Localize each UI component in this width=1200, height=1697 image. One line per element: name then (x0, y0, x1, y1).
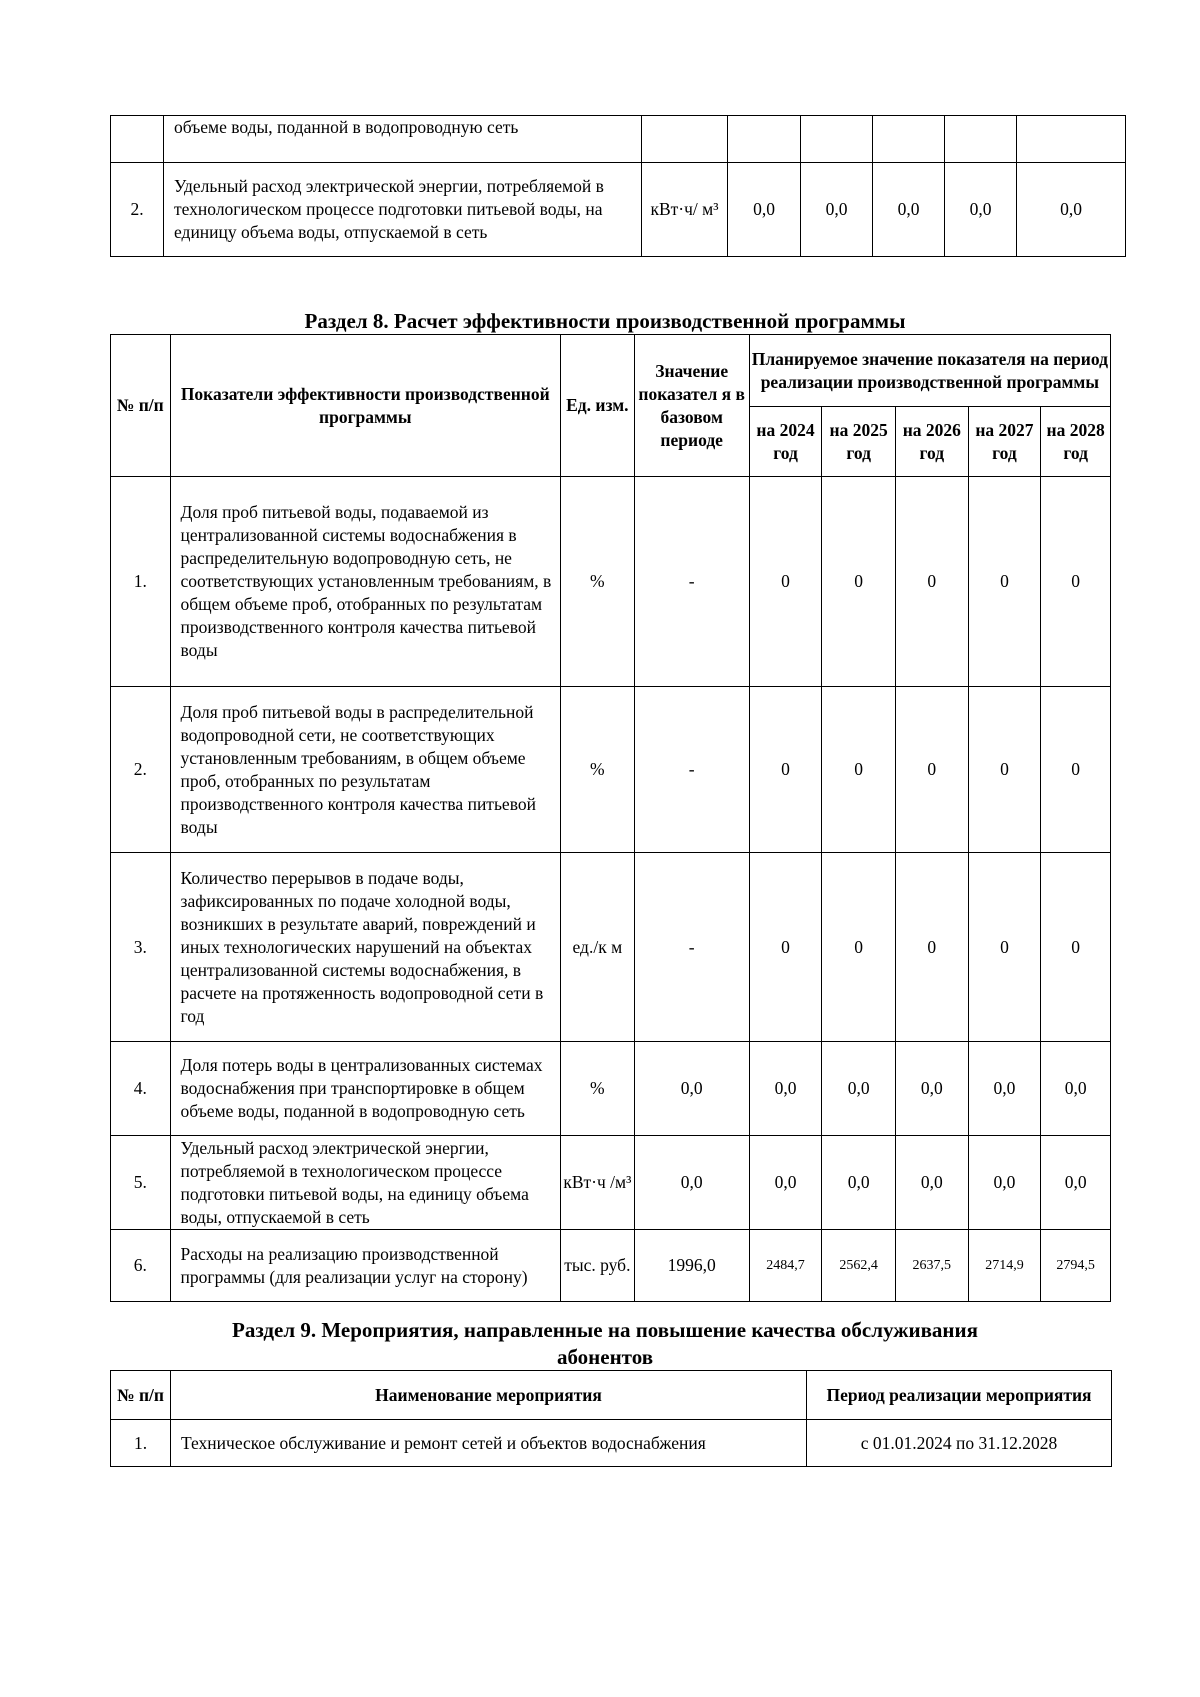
col-header-year: на 2026 год (895, 407, 968, 477)
col-header-year: на 2028 год (1041, 407, 1111, 477)
base-value-cell: 0,0 (634, 1136, 749, 1230)
col-header-year: на 2025 год (822, 407, 896, 477)
row-number (111, 116, 164, 163)
value-cell: 0 (749, 687, 822, 853)
value-cell: 0 (895, 477, 968, 687)
indicator-name: объеме воды, поданной в водопроводную сеть (164, 116, 642, 163)
value-cell (1017, 116, 1126, 163)
value-cell: 0 (968, 687, 1041, 853)
col-header-year: на 2027 год (968, 407, 1041, 477)
value-cell: 2794,5 (1041, 1230, 1111, 1302)
value-cell: 0,0 (968, 1042, 1041, 1136)
base-value-cell: 1996,0 (634, 1230, 749, 1302)
col-header-name: Наименование мероприятия (171, 1371, 807, 1420)
value-cell: 0,0 (873, 163, 945, 257)
value-cell: 0,0 (895, 1042, 968, 1136)
value-cell: 2562,4 (822, 1230, 896, 1302)
section9-title (110, 1317, 1100, 1371)
period-cell: с 01.01.2024 по 31.12.2028 (807, 1420, 1112, 1467)
row-number: 5. (111, 1136, 171, 1230)
unit-cell: % (561, 477, 635, 687)
col-header-period: Период реализации мероприятия (807, 1371, 1112, 1420)
value-cell: 0 (822, 477, 896, 687)
value-cell: 0,0 (728, 163, 801, 257)
value-cell (801, 116, 873, 163)
top-continuation-table (110, 115, 1126, 257)
base-value-cell: - (634, 477, 749, 687)
indicator-name: Удельный расход электрической энергии, потребляемой в технологическом процессе подготовки питьевой воды, на единицу объема воды, отпускаемой в сеть (164, 163, 642, 257)
value-cell: 0 (749, 477, 822, 687)
indicator-name: Доля потерь воды в централизованных системах водоснабжения при транспортировке в общем объеме воды, поданной в водопроводную сеть (170, 1042, 560, 1136)
value-cell (873, 116, 945, 163)
value-cell: 0,0 (1041, 1136, 1111, 1230)
value-cell: 0 (1041, 853, 1111, 1042)
value-cell: 0 (895, 687, 968, 853)
col-header-number: № п/п (111, 1371, 171, 1420)
col-header-base: Значение показател я в базовом периоде (634, 335, 749, 477)
table-row (111, 687, 1111, 853)
value-cell: 2484,7 (749, 1230, 822, 1302)
row-number: 6. (111, 1230, 171, 1302)
value-cell: 2714,9 (968, 1230, 1041, 1302)
row-number: 2. (111, 163, 164, 257)
section8-table (110, 334, 1111, 1302)
col-header-number: № п/п (111, 335, 171, 477)
indicator-name: Удельный расход электрической энергии, потребляемой в технологическом процессе подготовки питьевой воды, на единицу объема воды, отпускаемой в сеть (170, 1136, 560, 1230)
row-number: 2. (111, 687, 171, 853)
indicator-name: Расходы на реализацию производственной программы (для реализации услуг на сторону) (170, 1230, 560, 1302)
base-value-cell: 0,0 (634, 1042, 749, 1136)
table-row (111, 163, 1126, 257)
row-number: 3. (111, 853, 171, 1042)
value-cell: 2637,5 (895, 1230, 968, 1302)
section9-table (110, 1370, 1112, 1467)
value-cell (945, 116, 1017, 163)
table-row (111, 477, 1111, 687)
indicator-name: Количество перерывов в подаче воды, зафиксированных по подаче холодной воды, возникших в результате аварий, повреждений и иных технологических нарушений на объектах централизованной системы водоснабжения, в расчете на протяженность водопроводной сети в год (170, 853, 560, 1042)
col-header-planned: Планируемое значение показателя на период реализации производственной программы (749, 335, 1110, 407)
base-value-cell: - (634, 687, 749, 853)
indicator-name: Доля проб питьевой воды в распределительной водопроводной сети, не соответствующих установленным требованиям, в общем объеме проб, отобранных по результатам производственного контроля качества питьевой воды (170, 687, 560, 853)
section9-title-line2: абонентов (556, 1345, 654, 1369)
unit-cell: тыс. руб. (561, 1230, 635, 1302)
table-row (111, 1042, 1111, 1136)
value-cell: 0,0 (895, 1136, 968, 1230)
value-cell: 0 (1041, 687, 1111, 853)
value-cell: 0,0 (749, 1042, 822, 1136)
value-cell: 0 (749, 853, 822, 1042)
value-cell: 0 (895, 853, 968, 1042)
unit-cell: ед./к м (561, 853, 635, 1042)
value-cell: 0,0 (749, 1136, 822, 1230)
table-row (111, 1230, 1111, 1302)
value-cell: 0 (822, 687, 896, 853)
value-cell: 0,0 (1017, 163, 1126, 257)
col-header-year: на 2024 год (749, 407, 822, 477)
section9-title-line1: Раздел 9. Мероприятия, направленные на повышение качества обслуживания (232, 1318, 978, 1342)
value-cell: 0 (822, 853, 896, 1042)
unit-cell: % (561, 1042, 635, 1136)
table-row (111, 1136, 1111, 1230)
value-cell: 0,0 (1041, 1042, 1111, 1136)
value-cell: 0 (1041, 477, 1111, 687)
value-cell: 0,0 (822, 1042, 896, 1136)
row-number: 1. (111, 1420, 171, 1467)
col-header-unit: Ед. изм. (561, 335, 635, 477)
unit-cell: кВт·ч/ м³ (642, 163, 728, 257)
row-number: 1. (111, 477, 171, 687)
value-cell (728, 116, 801, 163)
value-cell: 0,0 (968, 1136, 1041, 1230)
base-value-cell: - (634, 853, 749, 1042)
unit-cell: кВт·ч /м³ (561, 1136, 635, 1230)
measure-name: Техническое обслуживание и ремонт сетей и объектов водоснабжения (171, 1420, 807, 1467)
unit-cell: % (561, 687, 635, 853)
value-cell: 0,0 (801, 163, 873, 257)
indicator-name: Доля проб питьевой воды, подаваемой из централизованной системы водоснабжения в распределительную водопроводную сеть, не соответствующих установленным требованиям, в общем объеме проб, отобранных по результатам производственного контроля качества питьевой воды (170, 477, 560, 687)
section8-title: Раздел 8. Расчет эффективности производственной программы (304, 309, 906, 333)
value-cell: 0 (968, 477, 1041, 687)
table-row (111, 116, 1126, 163)
col-header-indicator: Показатели эффективности производственной программы (170, 335, 560, 477)
table-row (111, 1420, 1112, 1467)
header-row (111, 335, 1111, 407)
value-cell: 0,0 (945, 163, 1017, 257)
table-row (111, 853, 1111, 1042)
value-cell: 0,0 (822, 1136, 896, 1230)
header-row (111, 1371, 1112, 1420)
value-cell: 0 (968, 853, 1041, 1042)
unit-cell (642, 116, 728, 163)
row-number: 4. (111, 1042, 171, 1136)
